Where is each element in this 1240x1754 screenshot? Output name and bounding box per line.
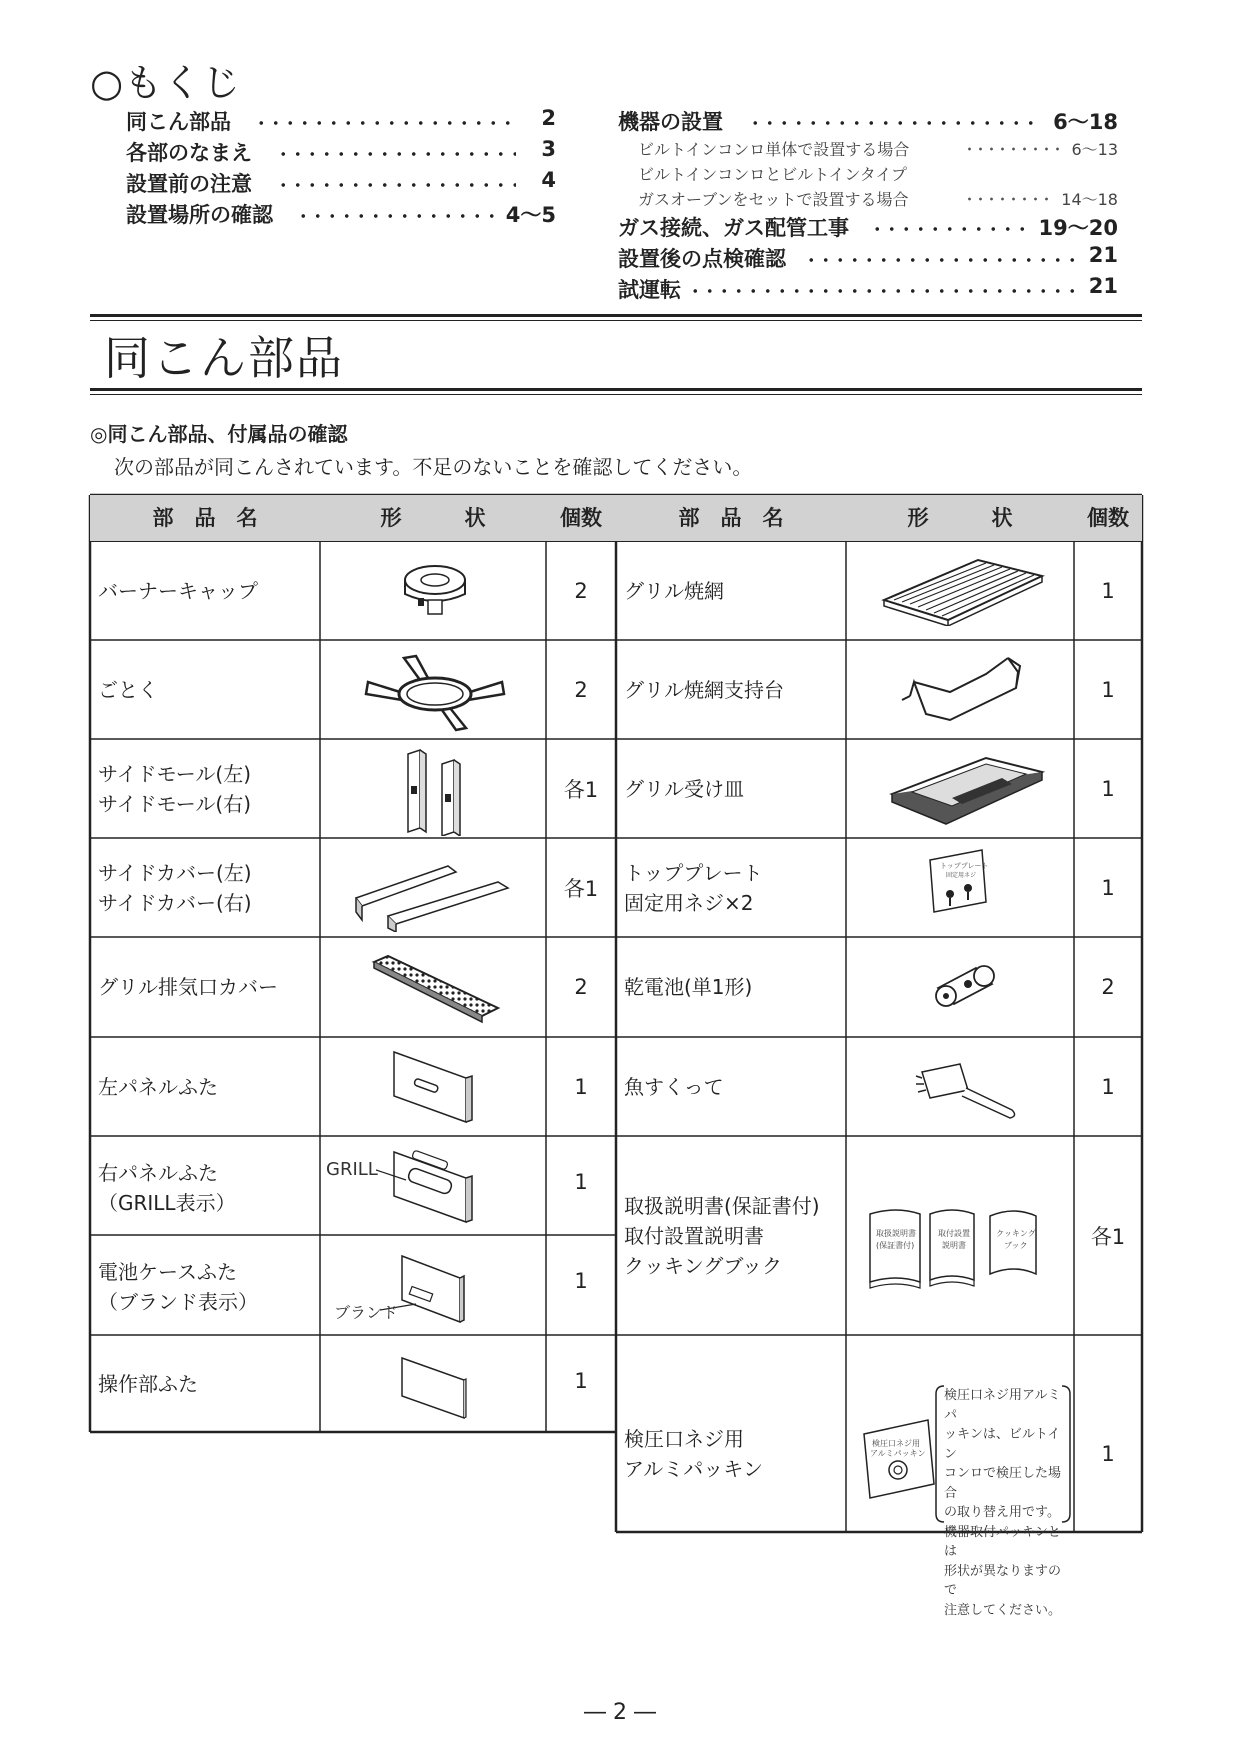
book-label-manual-line2: (保証書付): [876, 1241, 915, 1250]
part-name: ごとく: [98, 677, 158, 702]
packing-note-line: コンロで検圧した場合: [944, 1466, 1062, 1501]
part-quantity: 1: [574, 1074, 588, 1099]
part-quantity: 2: [574, 578, 588, 603]
toc-item-page: 6〜18: [1053, 110, 1118, 134]
part-name: 検圧口ネジ用 アルミパッキン: [624, 1426, 763, 1481]
side-cover-illustration: [348, 846, 518, 932]
part-name: サイドモール(左) サイドモール(右): [98, 761, 252, 816]
toc-subitem-page: 14〜18: [1061, 190, 1118, 209]
part-quantity: 1: [574, 1269, 588, 1293]
packing-note-line: 検圧口ネジ用アルミパ: [944, 1388, 1061, 1423]
left-panel-lid-illustration: [384, 1046, 484, 1128]
right-panel-lid-illustration: [384, 1146, 484, 1228]
part-name: グリル焼網支持台: [624, 677, 784, 702]
book-label-install-line1: 取付設置: [938, 1229, 970, 1238]
toc-item-page: 21: [1088, 274, 1118, 298]
grill-net-illustration: [878, 554, 1048, 626]
part-name: 右パネルふた （GRILL表示）: [98, 1161, 236, 1215]
packing-note: [944, 1386, 1064, 1620]
header-quantity: 個数: [546, 495, 616, 541]
packing-note-line: の取り替え用です。: [944, 1505, 1060, 1520]
toc-item-label: 設置前の注意: [126, 172, 252, 196]
part-name: グリル焼網: [624, 578, 724, 603]
packing-note-line: 機器取付パッキンとは: [944, 1524, 1061, 1559]
grill-exhaust-cover-illustration: [366, 948, 506, 1028]
part-quantity: 2: [574, 677, 588, 702]
manuals-illustration: [866, 1196, 1066, 1292]
screw-pack-label-line2: 固定用ネジ: [946, 872, 977, 879]
part-name: サイドカバー(左) サイドカバー(右): [98, 860, 252, 915]
check-heading: ◎同こん部品、付属品の確認: [90, 422, 348, 446]
part-name: 電池ケースふた （ブランド表示）: [98, 1260, 258, 1314]
header-part-name: 部 品 名: [90, 495, 320, 541]
part-name: バーナーキャップ: [98, 578, 258, 603]
part-quantity: 各1: [563, 777, 599, 802]
toc-item-label: 機器の設置: [618, 110, 723, 134]
page-number: ― 2 ―: [584, 1700, 656, 1725]
toc-item-page: 4〜5: [505, 203, 556, 227]
toc-title: ○もくじ: [90, 61, 242, 105]
packing-note-line: ッキンは、ビルトイン: [944, 1427, 1061, 1462]
toc-item-page: 4: [541, 168, 556, 192]
toc-item-page: 2: [541, 106, 556, 130]
part-quantity: 1: [1101, 776, 1115, 801]
part-name: グリル受け皿: [624, 776, 744, 801]
part-name: 操作部ふた: [98, 1372, 198, 1396]
book-label-cooking-line1: クッキング: [996, 1229, 1036, 1238]
toc-item-page: 3: [541, 137, 556, 161]
toc-subitem-label: ビルトインコンロとビルトインタイプ: [638, 165, 907, 184]
part-quantity: 1: [1101, 1074, 1115, 1099]
header-shape: 形 状: [846, 495, 1074, 541]
part-name: 乾電池(単1形): [624, 975, 753, 999]
toc-subitem-label: ガスオーブンをセットで設置する場合: [638, 190, 909, 209]
part-quantity: 各1: [1090, 1224, 1126, 1249]
toc-item-label: 各部のなまえ: [126, 141, 252, 165]
book-label-install-line2: 説明書: [942, 1241, 966, 1250]
part-quantity: 1: [1101, 578, 1115, 603]
toc-item-page: 21: [1088, 243, 1118, 267]
grill-net-support-illustration: [890, 652, 1040, 732]
side-molding-illustration: [398, 746, 478, 836]
toc-item-label: 試運転: [618, 278, 681, 302]
toc-item-label: ガス接続、ガス配管工事: [618, 216, 849, 240]
screw-pack-illustration: [924, 848, 1004, 928]
toc-item-label: 設置場所の確認: [126, 203, 273, 227]
brand-callout-label: ブランド: [334, 1303, 399, 1322]
part-quantity: 2: [1101, 975, 1115, 999]
header-part-name: 部 品 名: [616, 495, 846, 541]
packing-label-line2: アルミパッキン: [870, 1449, 926, 1458]
part-quantity: 1: [574, 1369, 588, 1393]
dry-battery-illustration: [928, 958, 1008, 1018]
packing-label-line1: 検圧口ネジ用: [872, 1439, 920, 1448]
part-name: 左パネルふた: [98, 1074, 218, 1099]
toc-item-label: 同こん部品: [126, 110, 231, 134]
grill-callout-label: GRILL: [326, 1159, 378, 1180]
part-name: 魚すくって: [624, 1074, 724, 1099]
toc-item-label: 設置後の点検確認: [618, 247, 786, 271]
book-label-manual-line1: 取扱説明書: [876, 1229, 916, 1238]
header-shape: 形 状: [320, 495, 546, 541]
part-quantity: 各1: [563, 876, 599, 901]
toc-subitem-page: 6〜13: [1071, 140, 1118, 159]
part-quantity: 1: [1101, 677, 1115, 702]
part-name: トッププレート 固定用ネジ×2: [624, 860, 763, 915]
toc-item-page: 19〜20: [1038, 216, 1118, 240]
grill-tray-illustration: [882, 748, 1052, 830]
grill-callout-leader: [376, 1166, 416, 1186]
part-quantity: 1: [1101, 1441, 1115, 1466]
toc-subitem-label: ビルトインコンロ単体で設置する場合: [638, 140, 910, 159]
header-quantity: 個数: [1074, 495, 1142, 541]
packing-note-line: 形状が異なりますので: [944, 1563, 1062, 1598]
control-panel-lid-illustration: [396, 1354, 476, 1424]
part-quantity: 1: [574, 1170, 588, 1194]
screw-pack-label-line1: トッププレート: [940, 862, 989, 870]
packing-note-line: 注意してください。: [944, 1602, 1062, 1618]
part-name: グリル排気口カバー: [98, 975, 278, 999]
section-title: 同こん部品: [104, 331, 344, 385]
trivet-illustration: [360, 652, 510, 732]
part-quantity: 2: [574, 975, 588, 999]
part-name: 取扱説明書(保証書付) 取付設置説明書 クッキングブック: [624, 1193, 820, 1278]
burner-cap-illustration: [380, 556, 490, 626]
book-label-cooking-line2: ブック: [1004, 1241, 1028, 1250]
fish-spatula-illustration: [914, 1056, 1024, 1126]
aluminum-packing-illustration: [858, 1410, 944, 1506]
check-description: 次の部品が同こんされています。不足のないことを確認してください。: [114, 455, 753, 479]
part-quantity: 1: [1101, 875, 1115, 900]
